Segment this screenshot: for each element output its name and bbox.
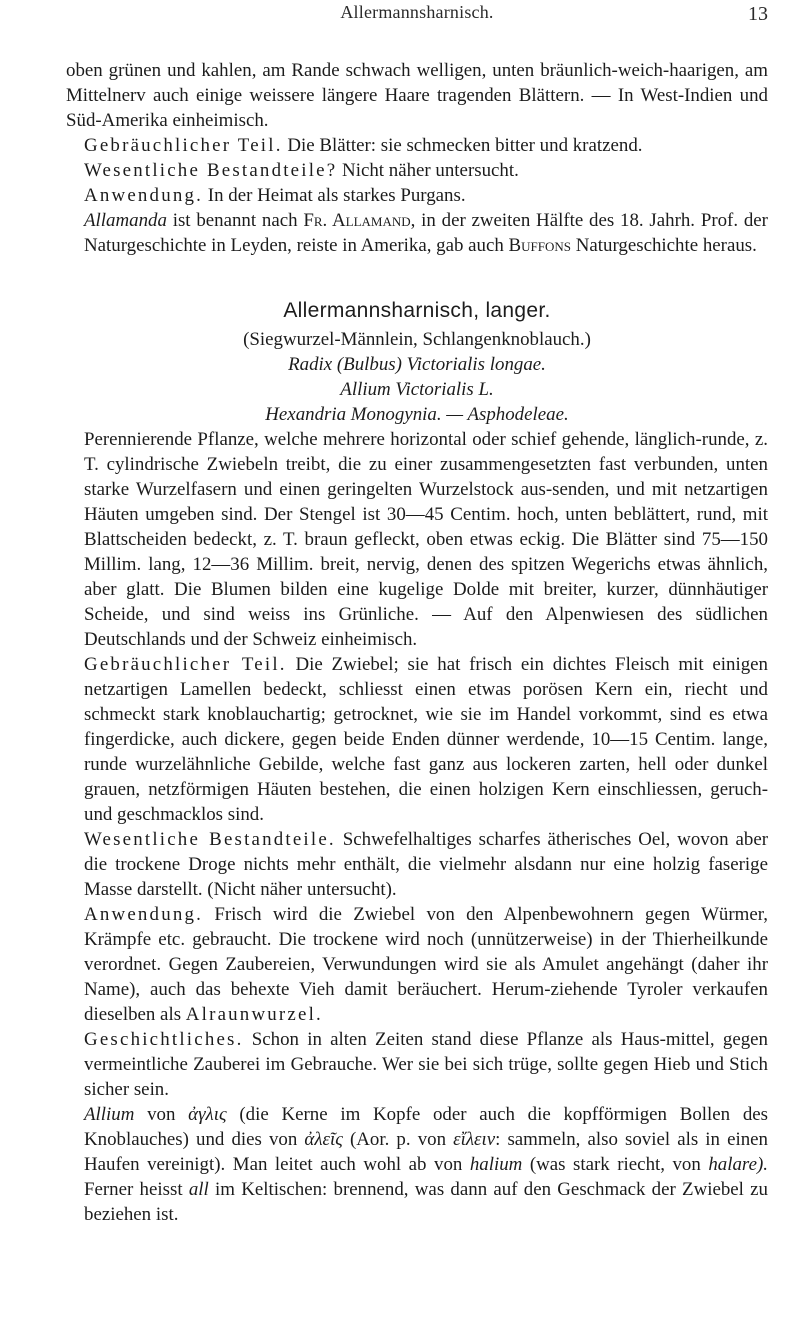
etymology-part-b: (die Kerne im Kopfe oder auch die kopfförmigen Bollen des Knoblauches) und dies von [84, 1104, 768, 1150]
constituents-text: Nicht näher untersucht. [337, 160, 519, 181]
use-text: Frisch wird die Zwiebel von den Alpenbewohnern gegen Würmer, Krämpfe etc. gebraucht. Die trockene wird noch (unnützerweise) in der Thierheilkunde verordnet. Gegen Zaubereien, Verwundungen wird sie als Amulet angehängt (daher ihr Name), auch das behexte Vieh damit beräuchert. Herum-ziehende Tyroler verkaufen dieselben als [84, 904, 768, 1025]
person-name: Fr. Allamand, [303, 210, 416, 231]
buffon-name: Buffons [508, 235, 572, 256]
section-classification: Hexandria Monogynia. — Asphodeleae. [265, 404, 569, 425]
halare-term: halare). [708, 1154, 768, 1175]
etymology-text-c: Naturgeschichte heraus. [571, 235, 757, 256]
heading-history: Geschichtliches. [84, 1029, 244, 1050]
heading-constituents: Wesentliche Bestandteile? [84, 160, 338, 181]
etymology-part-a: von [134, 1104, 189, 1125]
section-species: Allium Victorialis L. [340, 379, 494, 400]
section-title: Allermannsharnisch, langer. [283, 299, 551, 322]
use-paragraph [66, 902, 768, 1027]
etymology-text-b: in der zweiten Hälfte des 18. Jahrh. Prof. der Naturgeschichte in Leyden, reiste in Amerika, gab auch [84, 210, 768, 256]
etymology-part-f: Ferner heisst [84, 1179, 189, 1200]
greek-term-1: ἀγλις [188, 1104, 227, 1125]
section-drug-name: Radix (Bulbus) Victorialis longae. [288, 354, 546, 375]
etymology-paragraph [66, 1102, 768, 1227]
previous-entry-etymology [66, 208, 768, 258]
previous-entry-used-part [66, 133, 768, 158]
body-text [66, 58, 768, 1227]
used-part-paragraph [66, 652, 768, 827]
history-paragraph [66, 1027, 768, 1102]
history-text: Schon in alten Zeiten stand diese Pflanze als Haus-mittel, gegen vermeintliche Zauberei im Gebrauche. Wer sie bei sich trüge, sollte gegen Hieb und Stich sicher sein. [84, 1029, 768, 1100]
allium-term: Allium [84, 1104, 135, 1125]
greek-term-3: εἴλειν [453, 1129, 496, 1150]
heading-use: Anwendung. [84, 185, 204, 206]
greek-term-2: ἀλεῖς [304, 1129, 343, 1150]
etymology-text-a: ist benannt nach [166, 210, 304, 231]
use-text: In der Heimat als starkes Purgans. [203, 185, 466, 206]
used-part-text: Die Zwiebel; sie hat frisch ein dichtes Fleisch mit einigen netzartigen Lamellen bedeckt, schliesst einen etwas porösen Kern ein, riecht und schmeckt stark knoblauchartig; getrocknet, wie sie im Handel vorkommt, sind es etwa fingerdicke, auch dickere, gegen beide Enden dünner werdende, 10—15 Centim. lange, runde wurzelähnliche Gebilde, welche fast ganz aus lockeren zarten, hell oder dunkel grauen, netzförmigen Häuten bestehen, die einen holzigen Kern einschliessen, geruch- und geschmacklos sind. [84, 654, 768, 825]
alraun-term: Alraunwurzel. [185, 1004, 323, 1025]
used-part-text: Die Blätter: sie schmecken bitter und kratzend. [282, 135, 643, 156]
constituents-text: Schwefelhaltiges scharfes ätherisches Oel, wovon aber die trockene Droge nichts mehr enthält, die vielmehr alsdann nur eine holzig faserige Masse darstellt. (Nicht näher untersucht). [84, 829, 768, 900]
page-number: 13 [748, 3, 768, 25]
etymology-part-g: im Keltischen: brennend, was dann auf den Geschmack der Zwiebel zu beziehen ist. [84, 1179, 769, 1225]
previous-entry-description: oben grünen und kahlen, am Rande schwach welligen, unten bräunlich-weich-haarigen, am Mittelnerv auch einige weissere längere Haare tragenden Blättern. — In West-Indien und Süd-Amerika einheimisch. [66, 60, 768, 131]
etymology-part-e: (was stark riecht, von [522, 1154, 709, 1175]
section-synonyms: (Siegwurzel-Männlein, Schlangenknoblauch.) [243, 329, 591, 350]
all-term: all [188, 1179, 209, 1200]
etymology-part-c: (Aor. p. von [342, 1129, 454, 1150]
etymology-part-d: : sammeln, also soviel als in einen Haufen vereinigt). Man leitet auch wohl ab von [84, 1129, 768, 1175]
halium-term: halium [469, 1154, 523, 1175]
heading-used-part: Gebräuchlicher Teil. [84, 654, 287, 675]
running-head [66, 2, 768, 26]
plant-description: Perennierende Pflanze, welche mehrere horizontal oder schief gehende, länglich-runde, z. T. cylindrische Zwiebeln treibt, die zu einer zusammengesetzten fast verbunden, unten starke Wurzelfasern und einen geringelten Wurzelstock aus-senden, und mit netzartigen Häuten umgeben sind. Der Stengel ist 30—45 Centim. hoch, unten beblättert, rund, mit Blattscheiden bedeckt, z. T. braun gefleckt, oben etwas eckig. Die Blätter sind 75—150 Millim. lang, 12—36 Millim. breit, nervig, denen des spitzen Wegerichs etwas ähnlich, aber glatt. Die Blumen bilden eine kugelige Dolde mit breiter, kurzer, dünnhäutiger Scheide, und sind weiss ins Grünliche. — Auf den Alpenwiesen des südlichen Deutschlands und der Schweiz einheimisch. [84, 429, 768, 650]
previous-entry-use [66, 183, 768, 208]
heading-use: Anwendung. [84, 904, 204, 925]
heading-used-part: Gebräuchlicher Teil. [84, 135, 283, 156]
constituents-paragraph [66, 827, 768, 902]
heading-constituents: Wesentliche Bestandteile. [84, 829, 336, 850]
genus-name: Allamanda [84, 210, 167, 231]
running-title: Allermannsharnisch. [340, 2, 494, 22]
previous-entry-constituents [66, 158, 768, 183]
